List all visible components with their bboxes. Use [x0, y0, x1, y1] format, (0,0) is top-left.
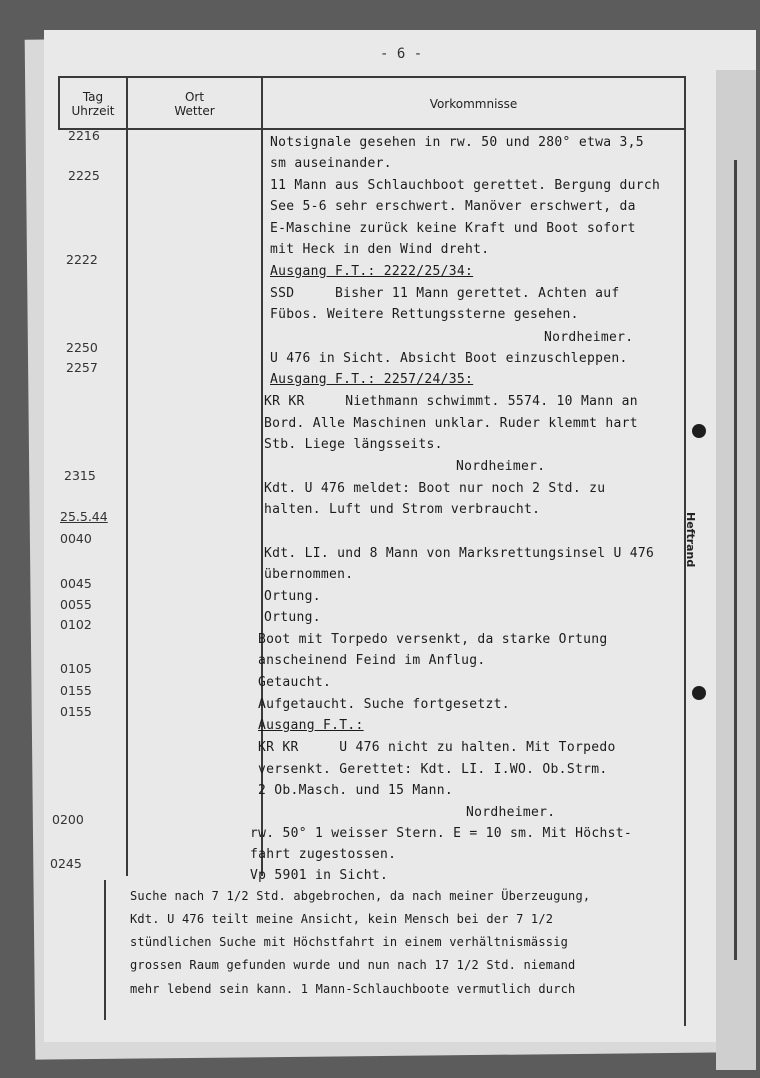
log-line: Fübos. Weitere Rettungssterne gesehen. [270, 307, 579, 322]
time-entry: 2225 [68, 168, 100, 183]
log-line: Aufgetaucht. Suche fortgesetzt. [258, 697, 510, 712]
time-entry: 0102 [60, 617, 92, 632]
time-entry: 0105 [60, 661, 92, 676]
time-entry: 2315 [64, 468, 96, 483]
signature: Nordheimer. [456, 459, 546, 474]
log-heading: Ausgang F.T.: 2257/24/35: [270, 372, 474, 387]
log-line: Boot mit Torpedo versenkt, da starke Ortung [258, 632, 608, 647]
log-line: Notsignale gesehen in rw. 50 und 280° etwa 3,5 [270, 135, 644, 150]
log-line: mit Heck in den Wind dreht. [270, 242, 490, 257]
header-bottom-rule [58, 128, 684, 130]
header-day-label: Tag [82, 90, 104, 104]
summary-line: mehr lebend sein kann. 1 Mann-Schlauchboote vermutlich durch [130, 982, 576, 996]
log-line: übernommen. [264, 567, 354, 582]
log-line: Ortung. [264, 610, 321, 625]
log-line: Stb. Liege längsseits. [264, 437, 443, 452]
log-line: 2 Ob.Masch. und 15 Mann. [258, 783, 454, 798]
header-place-weather [128, 80, 261, 128]
column-divider-2 [261, 76, 263, 876]
log-line: halten. Luft und Strom verbraucht. [264, 502, 541, 517]
punch-hole-bottom [692, 686, 706, 700]
summary-line: Suche nach 7 1/2 Std. abgebrochen, da nach meiner Überzeugung, [130, 889, 591, 903]
column-divider-3 [104, 880, 106, 1020]
punch-hole-top [692, 424, 706, 438]
time-entry: 0155 [60, 704, 92, 719]
log-line: SSD Bisher 11 Mann gerettet. Achten auf [270, 286, 620, 301]
log-line: Bord. Alle Maschinen unklar. Ruder klemmt hart [264, 416, 638, 431]
header-events-label: Vorkommnisse [429, 97, 518, 111]
header-place-label: Ort [184, 90, 205, 104]
time-entry: 0245 [50, 856, 82, 871]
log-line: sm auseinander. [270, 156, 392, 171]
summary-line: stündlichen Suche mit Höchstfahrt in einem verhältnismässig [130, 935, 569, 949]
header-weather-label: Wetter [174, 104, 215, 118]
time-entry: 2257 [66, 360, 98, 375]
log-line: Kdt. U 476 meldet: Boot nur noch 2 Std. zu [264, 481, 606, 496]
time-entry: 2216 [68, 128, 100, 143]
log-line: KR KR Niethmann schwimmt. 5574. 10 Mann an [264, 394, 638, 409]
signature: Nordheimer. [544, 330, 634, 345]
summary-line: Kdt. U 476 teilt meine Ansicht, kein Mensch bei der 7 1/2 [130, 912, 554, 926]
log-line: Kdt. LI. und 8 Mann von Marksrettungsinsel U 476 [264, 546, 655, 561]
time-entry: 0200 [52, 812, 84, 827]
binding-thread [734, 160, 737, 960]
summary-line: grossen Raum gefunden wurde und nun nach 17 1/2 Std. niemand [130, 958, 576, 972]
log-line: Getaucht. [258, 675, 332, 690]
log-line: Ortung. [264, 589, 321, 604]
log-line: KR KR U 476 nicht zu halten. Mit Torpedo [258, 740, 616, 755]
date-entry: 25.5.44 [60, 509, 108, 524]
log-line: anscheinend Feind im Anflug. [258, 653, 486, 668]
log-line: 11 Mann aus Schlauchboot gerettet. Bergung durch [270, 178, 661, 193]
log-line: See 5-6 sehr erschwert. Manöver erschwert, da [270, 199, 636, 214]
log-line: U 476 in Sicht. Absicht Boot einzuschleppen. [270, 351, 628, 366]
column-divider-1 [126, 76, 128, 876]
log-line: fahrt zugestossen. [250, 847, 397, 862]
binding-margin-label: Heftrand [684, 512, 697, 568]
time-entry: 2222 [66, 252, 98, 267]
log-heading: Ausgang F.T.: 2222/25/34: [270, 264, 474, 279]
page-number: - 6 - [380, 46, 423, 62]
time-entry: 0055 [60, 597, 92, 612]
log-line: versenkt. Gerettet: Kdt. LI. I.WO. Ob.Strm. [258, 762, 608, 777]
time-entry: 0040 [60, 531, 92, 546]
log-heading: Ausgang F.T.: [258, 718, 364, 733]
time-entry: 0045 [60, 576, 92, 591]
log-line: Vp 5901 in Sicht. [250, 868, 389, 883]
signature: Nordheimer. [466, 805, 556, 820]
time-entry: 0155 [60, 683, 92, 698]
table-top-rule [58, 76, 686, 78]
header-day-time [60, 80, 126, 128]
time-entry: 2250 [66, 340, 98, 355]
header-events [263, 80, 684, 128]
log-line: E-Maschine zurück keine Kraft und Boot sofort [270, 221, 636, 236]
header-time-label: Uhrzeit [71, 104, 115, 118]
log-line: rw. 50° 1 weisser Stern. E = 10 sm. Mit Höchst- [250, 826, 632, 841]
